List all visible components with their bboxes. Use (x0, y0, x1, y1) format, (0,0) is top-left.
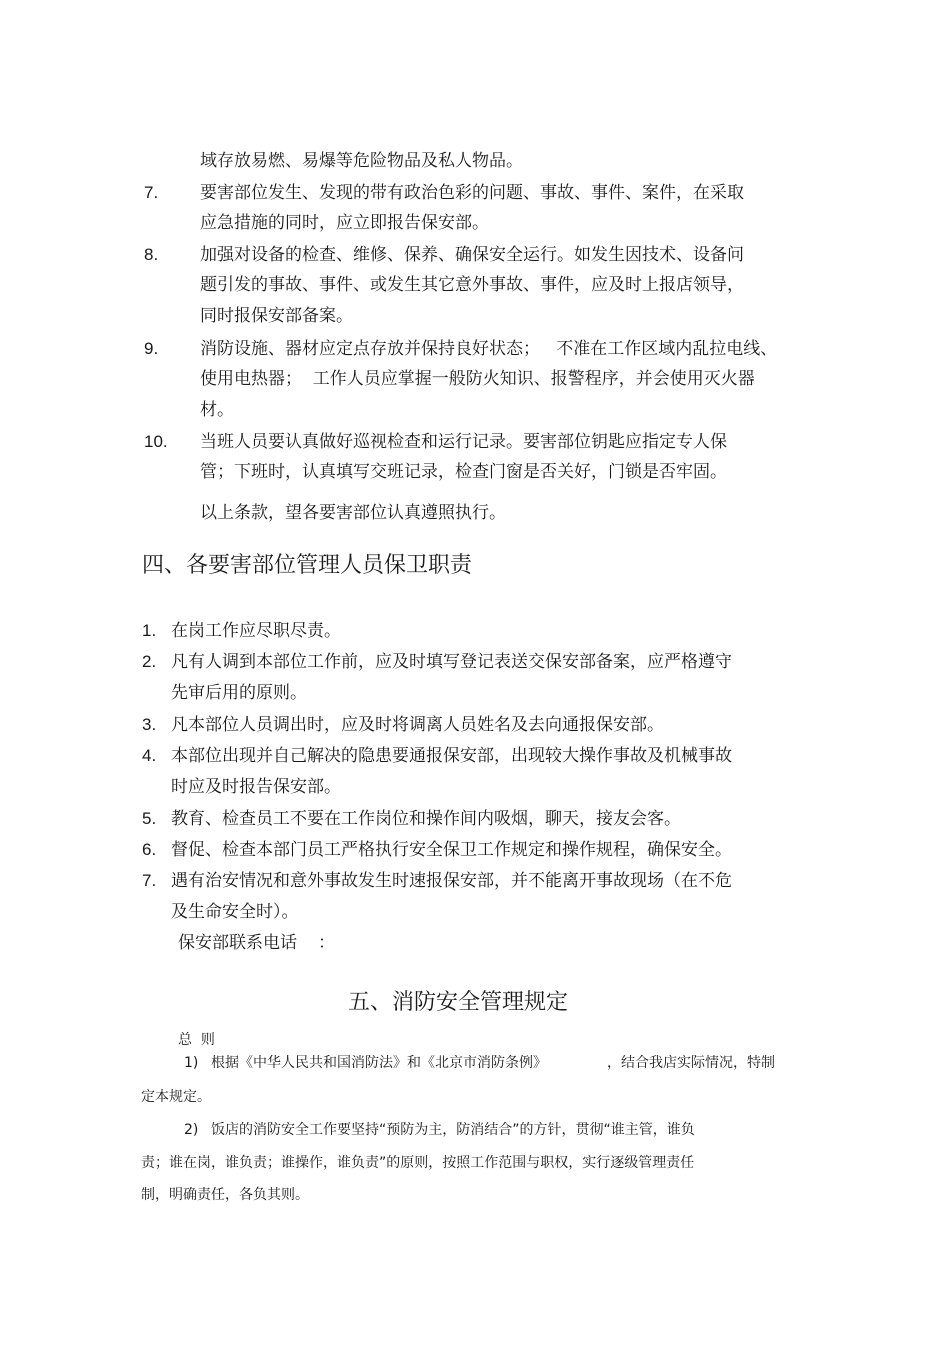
list-item-line: 先审后用的原则。 (171, 683, 307, 703)
list-item-line: 使用电热器； 工作人员应掌握一般防火知识、报警程序，并会使用灭火器 (200, 369, 755, 389)
list-item-line: 本部位出现并自己解决的隐患要通报保安部，出现较大操作事故及机械事故 (171, 746, 732, 766)
section-heading: 四、各要害部位管理人员保卫职责 (142, 553, 473, 578)
list-item-line: 凡本部位人员调出时，应及时将调离人员姓名及去向通报保安部。 (171, 715, 664, 735)
paragraph-line: 制，明确责任，各负其则。 (141, 1187, 309, 1203)
list-item-line: 加强对设备的检查、维修、保养、确保安全运行。如发生因技术、设备问 (200, 245, 744, 265)
closing-note: 以上条款，望各要害部位认真遵照执行。 (200, 503, 506, 523)
list-item-line: 管；下班时，认真填写交班记录，检查门窗是否关好，门锁是否牢固。 (200, 462, 727, 482)
list-number: 1. (142, 621, 157, 640)
section-heading: 五、消防安全管理规定 (348, 990, 569, 1015)
list-number: 9. (144, 339, 159, 358)
phone-label: 保安部联系电话 (178, 933, 297, 953)
list-number: 3. (142, 715, 157, 734)
list-item-line: 督促、检查本部门员工严格执行安全保卫工作规定和操作规程，确保安全。 (171, 840, 732, 860)
paragraph-line: 饭店的消防安全工作要坚持“预防为主，防消结合”的方针，贯彻“谁主管，谁负 (211, 1122, 695, 1138)
paragraph-line: 定本规定。 (141, 1089, 211, 1105)
general-label: 总 则 (178, 1032, 215, 1048)
paragraph-line: 责；谁在岗，谁负责；谁操作，谁负责”的原则，按照工作范围与职权，实行逐级管理责任 (141, 1155, 695, 1171)
list-item-line: 教育、检查员工不要在工作岗位和操作间内吸烟，聊天，接友会客。 (171, 809, 681, 829)
list-item-line: 当班人员要认真做好巡视检查和运行记录。要害部位钥匙应指定专人保 (200, 432, 727, 452)
list-item-line: 应急措施的同时，应立即报告保安部。 (200, 213, 489, 233)
list-number: 4. (142, 746, 157, 765)
para-number: 2) (184, 1122, 199, 1138)
list-item-line: 在岗工作应尽职尽责。 (171, 621, 341, 641)
list-number: 7. (142, 871, 157, 890)
list-item-line: 题引发的事故、事件、或发生其它意外事故、事件，应及时上报店领导， (200, 275, 744, 295)
list-number: 10. (144, 432, 168, 451)
list-number: 6. (142, 840, 157, 859)
para-number: 1) (184, 1055, 199, 1071)
list-number: 2. (142, 652, 157, 671)
phone-colon: ： (318, 933, 335, 953)
list-item-line: 消防设施、器材应定点存放并保持良好状态； 不准在工作区域内乱拉电线、 (200, 339, 778, 359)
list-item-continuation: 域存放易燃、易爆等危险物品及私人物品。 (200, 151, 523, 171)
list-item-line: 同时报保安部备案。 (200, 306, 353, 326)
list-item-line: 材。 (200, 400, 234, 420)
list-number: 5. (142, 809, 157, 828)
list-number: 8. (144, 245, 159, 264)
list-item-line: 时应及时报告保安部。 (171, 777, 341, 797)
list-item-line: 遇有治安情况和意外事故发生时速报保安部，并不能离开事故现场（在不危 (171, 871, 732, 891)
list-item-line: 要害部位发生、发现的带有政治色彩的问题、事故、事件、案件，在采取 (200, 183, 744, 203)
paragraph-line: 根据《中华人民共和国消防法》和《北京市消防条例》 (211, 1055, 547, 1071)
list-number: 7. (144, 183, 159, 202)
paragraph-line: ，结合我店实际情况，特制 (607, 1055, 775, 1071)
list-item-line: 凡有人调到本部位工作前，应及时填写登记表送交保安部备案，应严格遵守 (171, 652, 732, 672)
list-item-line: 及生命安全时）。 (171, 902, 299, 922)
